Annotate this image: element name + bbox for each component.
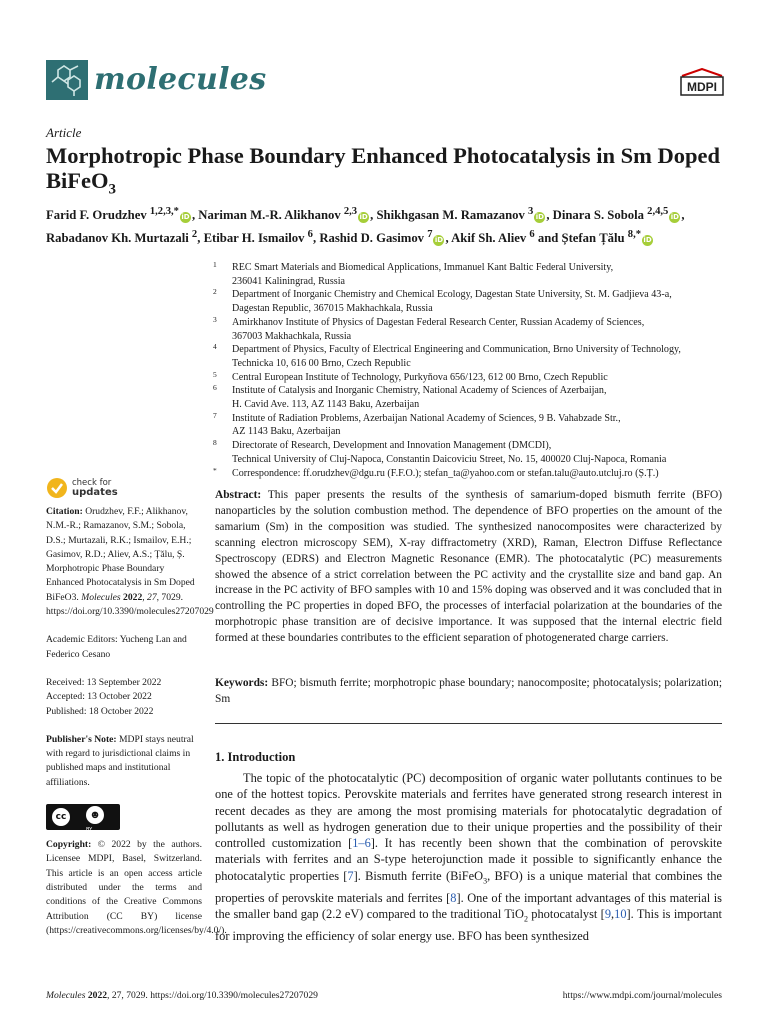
author-affiliation-marker: 6 [307,229,313,241]
copyright-notice: Copyright: © 2022 by the authors. Licensee MDPI, Basel, Switzerland. This article is an open access article distributed under the terms and conditions of the Creative Commons Attribution (CC BY) license (https://creativecommons.org/licenses/by/4.0/). [46,839,227,936]
author-name[interactable]: Etibar H. Ismailov [203,231,305,246]
affiliation-item: 5 Central European Institute of Technology, Purkyňova 656/123, 612 00 Brno, Czech Republic [213,369,608,383]
article-type: Article [46,125,82,140]
footer-citation: Molecules 2022, 27, 7029. https://doi.org/10.3390/molecules27207029 [46,990,318,1001]
author-affiliation-marker: 1,2,3,* [149,206,179,217]
journal-header [46,60,726,104]
citation-link[interactable]: 8 [450,890,457,905]
affiliations [211,261,731,480]
citation-link[interactable]: 10 [614,906,627,921]
author-name[interactable]: Nariman M.-R. Alikhanov [198,208,341,223]
author-name[interactable]: Dinara S. Sobola [552,208,644,223]
citation-link[interactable]: 1–6 [352,836,371,851]
affiliation-item: 2 Department of Inorganic Chemistry and Chemical Ecology, Dagestan State University, St. M. Gadjieva 43-a, Dagestan Republic, 367015 Makhachkala, Russia [213,287,672,315]
keywords: Keywords: BFO; bismuth ferrite; morphotropic phase boundary; nanocomposite; photocatalysis; polarization; Sm [215,677,722,705]
paper-title: Morphotropic Phase Boundary Enhanced Photocatalysis in Sm Doped BiFeO$_3$ [46,143,721,198]
author-name[interactable]: Ștefan Țălu [561,231,625,246]
orcid-icon[interactable]: iD [670,213,679,222]
affiliation-item: 7 Institute of Radiation Problems, Azerbaijan National Academy of Sciences, 9 B. Vahabzade Str., AZ 1143 Baku, Azerbaijan [213,410,621,438]
citation-block: Citation: Orudzhev, F.F.; Alikhanov, N.M.-R.; Ramazanov, S.M.; Sobola, D.S.; Murtazali, R.K.; Ismailov, E.H.; Gasimov, R.D.; Aliev, A.S.; Țălu, Ș. Morphotropic Phase Boundary Enhanced Photocatalysis in Sm Doped BiFeO3. Molecules 2022, 27, 7029. https://doi.org/10.3390/molecules27207029 [46,506,214,618]
affiliation-item: 8 Directorate of Research, Development and Innovation Management (DMCDI), Technical University of Cluj-Napoca, Constantin Daicoviciu Street, No. 15, 400020 Cluj-Napoca, Romania [213,438,667,465]
orcid-icon[interactable]: iD [359,213,368,222]
affiliation-item: 1 REC Smart Materials and Biomedical Applications, Immanuel Kant Baltic Federal University, 236041 Kaliningrad, Russia [213,260,614,287]
svg-text:MDPI: MDPI [687,80,717,94]
molecules-logo-icon [46,60,88,100]
check-updates-icon [46,477,68,499]
author-name[interactable]: Rashid D. Gasimov [319,231,425,246]
author-affiliation-marker: 2,3 [343,206,358,217]
author-list: Farid F. Orudzhev $^{1,2,3,*}$iD , Nariman M.-R. Alikhanov $^{2,3}$iD , Shikhgasan M. Ramazanov $^3$iD , Dinara S. Sobola $^{2,4,5}$iD , Rabadanov Kh. Murtazali $^2$, Etibar H. Ismailov $^6$, Rashid D. Gasimov $^7$iD , Akif Sh. Aliev $^6$ and Ștefan Țălu $^{8,*}$iD [46,206,685,246]
orcid-icon[interactable]: iD [643,236,652,245]
publishers-note: Publisher's Note: MDPI stays neutral with regard to jurisdictional claims in published maps and institutional affiliations. [46,733,194,788]
mdpi-logo[interactable] [678,68,726,98]
author-affiliation-marker: 2 [191,229,198,241]
affiliation-item: * Correspondence: ff.orudzhev@dgu.ru (F.F.O.); stefan_ta@yahoo.com or stefan.talu@auto.utcluj.ro (Ș.Ț.) [213,465,659,479]
author-name[interactable]: Shikhgasan M. Ramazanov [376,208,525,223]
introduction-paragraph: The topic of the photocatalytic (PC) decomposition of organic water pollutants continues to be one of the hottest topics. Perovskite materials and ferrites have generated strong research interest in recent decades as they are among the most promising materials for photocatalytic degradation of pollutants as well as hydrogen generation due to their unique properties and the possibility of their controlled customization [1–6]. It has recently been shown that the combination of perovskite materials with ferrites and an S-type heterojunction made it possible to significantly enhance the photocatalytic properties [7]. Bismuth ferrite (BiFeO$_3$, BFO) is a unique material that combines the properties of perovskite materials and ferrites [8]. One of the important advantages of this material is the smaller band gap (2.2 eV) compared to the traditional TiO$_2$ photocatalyst [9,10]. This is important for improving the efficiency of solar energy use. BFO has been synthesized [215,771,723,943]
orcid-icon[interactable]: iD [535,213,544,222]
author-affiliation-marker: 3 [528,206,534,217]
author-affiliation-marker: 8,* [627,229,642,241]
section-divider [215,723,722,724]
affiliation-item: 3 Amirkhanov Institute of Physics of Dagestan Federal Research Center, Russian Academy of Sciences, 367003 Makhachkala, Russia [213,314,645,342]
citation-link[interactable]: 9 [604,906,612,921]
author-name[interactable]: Akif Sh. Aliev [451,231,527,246]
affiliation-item: 4 Department of Physics, Faculty of Electrical Engineering and Communication, Brno University of Technology, Technicka 10, 616 00 Brno, Czech Republic [213,342,681,369]
abstract: Abstract: This paper presents the results of the synthesis of samarium-doped bismuth ferrite (BFO) nanoparticles by the solution combustion method. The dependence of BFO properties on the amount of the samarium (Sm) in the composition was studied. The synthesized nanocomposites were characterized by scanning electron microscopy SEM), X-ray diffractometry (XRD), Raman, Electron Diffuse Reflectance Spectroscopy (EDRS) and Electron Magnetic Resonance (EMR). The photocatalytic (PC) measurements showed the absence of a strict correlation between the PC activity and the crystallite size and band gap. An increase in the PC activity of BFO samples with 10 and 15% doping was observed and it was concluded that in controlling the PC properties in doped BFO, the processes of interfacial polarization at the boundaries of the morphotropic phase transition are of decisive importance. It was supposed that the internal electric field formed at these boundaries contributes to the efficient separation of photogenerated charge carriers. [215,489,722,645]
author-affiliation-marker: 2,4,5 [647,206,669,217]
publication-dates: Received: 13 September 2022 Accepted: 13 October 2022 Published: 18 October 2022 [46,676,162,717]
journal-name[interactable]: molecules [94,62,267,97]
cc-by-license-badge[interactable]: cc ☻ BY [46,804,120,830]
author-name[interactable]: Rabadanov Kh. Murtazali [46,231,189,246]
author-affiliation-marker: 6 [529,229,535,241]
person-icon: ☻ [86,806,104,824]
footer-journal-url[interactable]: https://www.mdpi.com/journal/molecules [562,990,722,1001]
affiliation-item: 6 Institute of Catalysis and Inorganic Chemistry, National Academy of Sciences of Azerbaijan, H. Cavid Ave. 113, AZ 1143 Baku, Azerbaijan [213,383,607,411]
citation-link[interactable]: 7 [347,868,354,883]
orcid-icon[interactable]: iD [434,236,444,245]
orcid-icon[interactable]: iD [181,213,190,222]
author-name[interactable]: Farid F. Orudzhev [46,208,147,223]
academic-editors: Academic Editors: Yucheng Lan and Federico Cesano [46,634,187,660]
check-for-updates-button[interactable]: check for updates [46,477,202,499]
sidebar-metadata [46,477,227,938]
section-heading-introduction: 1. Introduction [215,750,296,764]
author-affiliation-marker: 7 [427,229,433,241]
